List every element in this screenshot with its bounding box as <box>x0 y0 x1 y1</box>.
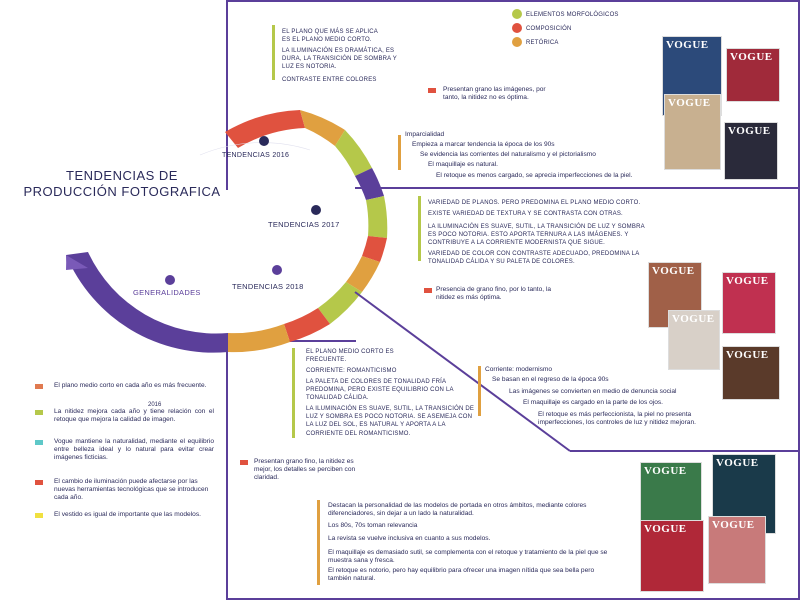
general-item-2: Vogue mantiene la naturalidad, mediante el equilibrio entre belleza ideal y lo natural para evitar crear imágenes ficticias. <box>54 438 214 462</box>
dot-2016 <box>259 136 269 146</box>
bar-2016-morph <box>272 25 275 80</box>
magazine-brand: VOGUE <box>666 39 709 51</box>
magazine-brand: VOGUE <box>730 51 773 63</box>
general-item-3: El cambio de iluminación puede afectarse por las nuevas herramientas tecnológicas que se introducen cada año. <box>54 478 209 502</box>
magazine-cover <box>726 48 780 102</box>
sq-2017-grain <box>424 288 432 293</box>
legend-dot-retorica <box>512 37 522 47</box>
general-sq-0 <box>35 384 43 389</box>
bar-2017-morph <box>418 196 421 261</box>
t2018-ret-1: Se basan en el regreso de la época 90s <box>492 376 609 383</box>
t2017-morph-1: EXISTE VARIEDAD DE TEXTURA Y SE CONTRASTA CON OTRAS. <box>428 211 623 217</box>
ring-segment-orange-1 <box>300 110 345 146</box>
bottom-item-4: El retoque es notorio, pero hay equilibrio para ofrecer una imagen nítida que sea bella pero también natural. <box>328 567 595 583</box>
t2016-ret-1: Empieza a marcar tendencia la época de los 90s <box>412 141 555 148</box>
general-year-note: 2016 <box>148 402 162 408</box>
t2018-grain: Presentan grano fino, la nitidez es mejor, los detalles se perciben con claridad. <box>254 458 356 482</box>
ring-segment-lime-2 <box>366 196 387 238</box>
general-item-1: La nitidez mejora cada año y tiene relación con el retoque que mejora la calidad de imagen. <box>54 408 214 424</box>
t2018-morph-3: LA ILUMINACIÓN ES SUAVE, SUTIL, LA TRANSICIÓN DE LUZ Y SOMBRA ES POCO NOTORIA. SE ASEMEJA CON LA LUZ DEL SOL, ES NATURAL Y APORTA A LA CORRIENTE DEL ROMANTICISMO. <box>306 406 475 437</box>
magazine-brand: VOGUE <box>672 313 715 325</box>
sq-2018-grain <box>240 460 248 465</box>
t2017-morph-0: VARIEDAD DE PLANOS. PERO PREDOMINA EL PLANO MEDIO CORTO. <box>428 200 641 206</box>
magazine-cover <box>722 346 780 400</box>
dot-general <box>165 275 175 285</box>
label-tendencias-2018: TENDENCIAS 2018 <box>232 282 304 291</box>
general-sq-1 <box>35 410 43 415</box>
magazine-cover <box>668 310 720 370</box>
magazine-brand: VOGUE <box>644 465 687 477</box>
magazine-cover <box>724 122 778 180</box>
t2016-ret-3: El maquillaje es natural. <box>428 161 499 168</box>
dot-2017 <box>311 205 321 215</box>
bar-2018-morph <box>292 348 295 438</box>
bottom-item-1: Los 80s, 70s toman relevancia <box>328 522 418 529</box>
ring-segment-orange-3 <box>228 324 290 352</box>
bar-bottom <box>317 500 320 585</box>
legend-label-retorica: RETÓRICA <box>526 40 559 46</box>
magazine-brand: VOGUE <box>712 519 755 531</box>
label-tendencias-2016: TENDENCIAS 2016 <box>222 152 290 159</box>
magazine-cover <box>640 520 704 592</box>
magazine-brand: VOGUE <box>728 125 771 137</box>
magazine-brand: VOGUE <box>644 523 687 535</box>
magazine-cover <box>722 272 776 334</box>
t2018-morph-2: LA PALETA DE COLORES DE TONALIDAD FRÍA PREDOMINA, PERO EXISTE EQUILIBRIO CON LA TONALIDAD CÁLIDA. <box>306 379 454 402</box>
t2016-morph: EL PLANO QUE MÁS SE APLICA ES EL PLANO MEDIO CORTO. <box>282 29 378 44</box>
t2018-ret-4: El retoque es más perfeccionista, la piel no presenta imperfecciones, los controles de luz y nitidez mejoran. <box>538 411 696 427</box>
legend-dot-morph <box>512 9 522 19</box>
legend-label-composicion: COMPOSICIÓN <box>526 26 572 32</box>
bottom-item-0: Destacan la personalidad de las modelos de portada en otros ámbitos, mediante colores diferenciadores, sin dejar a un lado la naturalidad. <box>328 502 587 518</box>
t2017-morph-3: VARIEDAD DE COLOR CON CONTRASTE ADECUADO, PREDOMINA LA TONALIDAD CÁLIDA Y SU PALETA DE COLORES. <box>428 251 640 266</box>
magazine-brand: VOGUE <box>716 457 759 469</box>
general-item-4: El vestido es igual de importante que las modelos. <box>54 511 201 518</box>
magazine-brand: VOGUE <box>726 349 769 361</box>
t2018-morph-1: CORRIENTE: ROMANTICISMO <box>306 368 397 374</box>
general-sq-2 <box>35 440 43 445</box>
label-tendencias-2017: TENDENCIAS 2017 <box>268 220 340 229</box>
magazine-brand: VOGUE <box>668 97 711 109</box>
bar-2016-retorica <box>398 135 401 170</box>
magazine-cover <box>708 516 766 584</box>
t2018-ret-2: Las imágenes se convierten en medio de denuncia social <box>509 388 677 395</box>
t2018-morph-0: EL PLANO MEDIO CORTO ES FRECUENTE. <box>306 349 394 364</box>
magazine-brand: VOGUE <box>652 265 695 277</box>
t2018-ret-0: Corriente: modernismo <box>485 366 553 373</box>
t2016-light: LA ILUMINACIÓN ES DRAMÁTICA, ES DURA, LA TRANSICIÓN DE SOMBRA Y LUZ ES NOTORIA. <box>282 48 397 71</box>
bar-2018-retorica <box>478 366 481 416</box>
general-sq-4 <box>35 513 43 518</box>
general-item-0: El plano medio corto en cada año es más frecuente. <box>54 382 207 389</box>
t2016-ret-4: El retoque es menos cargado, se aprecia imperfecciones de la piel. <box>436 172 633 179</box>
t2017-grain: Presencia de grano fino, por lo tanto, la nitidez es más óptima. <box>436 286 552 302</box>
bottom-item-2: La revista se vuelve inclusiva en cuanto a sus modelos. <box>328 535 491 542</box>
dot-2018 <box>272 265 282 275</box>
magazine-cover <box>640 462 702 528</box>
page-title: TENDENCIAS DE PRODUCCIÓN FOTOGRAFICA <box>23 168 221 199</box>
label-generalidades: GENERALIDADES <box>133 288 201 297</box>
legend-dot-composicion <box>512 23 522 33</box>
t2016-ret-0: Imparcialidad <box>405 131 445 138</box>
general-sq-3 <box>35 480 43 485</box>
t2016-ret-2: Se evidencia las corrientes del naturalismo y el pictorialismo <box>420 151 596 158</box>
bottom-item-3: El maquillaje es demasiado sutil, se complementa con el retoque y tratamiento de la piel que se muestra sana y fresca. <box>328 549 608 565</box>
ring-segment-purple-base <box>66 252 228 353</box>
legend-label-morph: ELEMENTOS MORFOLÓGICOS <box>526 12 619 18</box>
magazine-cover <box>664 94 721 170</box>
magazine-brand: VOGUE <box>726 275 769 287</box>
t2016-contrast: CONTRASTE ENTRE COLORES <box>282 77 377 83</box>
t2017-morph-2: LA ILUMINACIÓN ES SUAVE, SUTIL, LA TRANSICIÓN DE LUZ Y SOMBRA ES POCO NOTORIA. ESTO APORTA TERNURA A LAS IMÁGENES. Y CONTRIBUYE A LA CORRIENTE MODERNISTA QUE SIGUE. <box>428 224 645 247</box>
t2016-grain: Presentan grano las imágenes, por tanto, la nitidez no es óptima. <box>443 86 546 102</box>
t2018-ret-3: El maquillaje es cargado en la parte de los ojos. <box>523 399 664 406</box>
sq-2016-grain <box>428 88 436 93</box>
